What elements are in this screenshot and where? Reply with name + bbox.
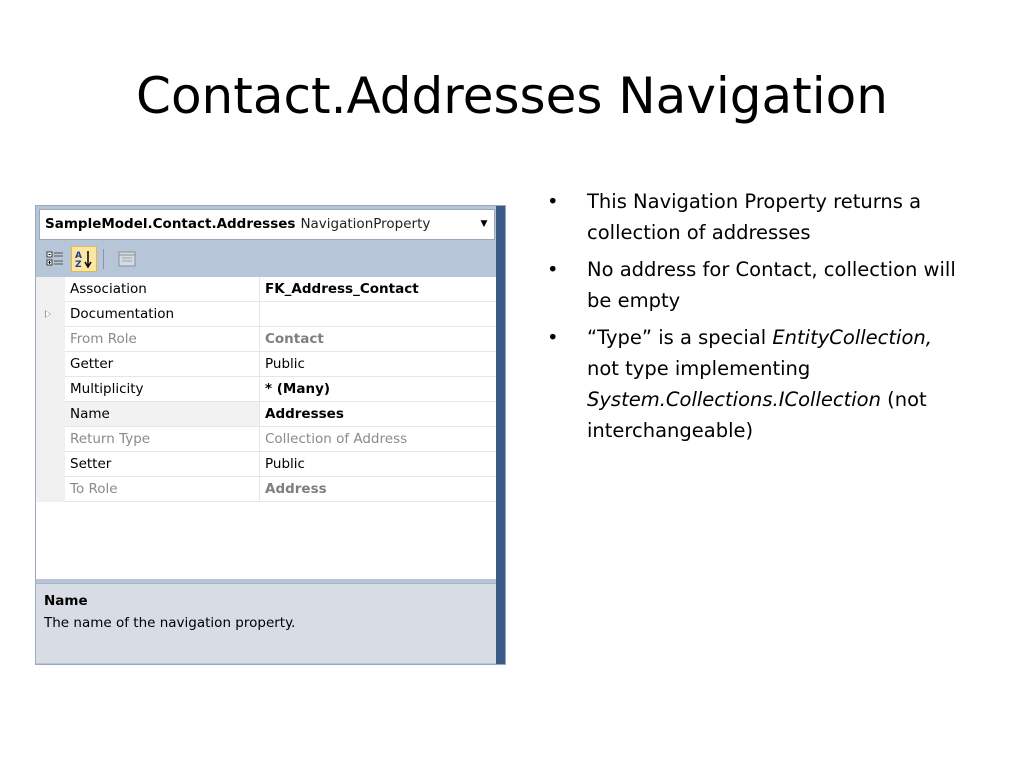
- property-value[interactable]: Addresses: [260, 402, 496, 427]
- bullet-item: [547, 254, 967, 316]
- property-row-multiplicity[interactable]: [36, 377, 496, 402]
- svg-text:A: A: [75, 251, 82, 261]
- bullet-text: This Navigation Property returns a collection of addresses: [587, 190, 922, 244]
- property-value: Contact: [260, 327, 496, 352]
- property-name: Setter: [65, 452, 260, 477]
- alphabetical-icon[interactable]: [71, 246, 97, 272]
- property-value: Collection of Address: [260, 427, 496, 452]
- property-value[interactable]: * (Many): [260, 377, 496, 402]
- panel-edge: [496, 206, 505, 664]
- object-selector[interactable]: [39, 209, 495, 240]
- slide-title: Contact.Addresses Navigation: [136, 67, 888, 125]
- property-row-setter[interactable]: [36, 452, 496, 477]
- property-name: Multiplicity: [65, 377, 260, 402]
- property-grid: [36, 277, 496, 579]
- bullet-text-part: not type implementing: [587, 357, 811, 380]
- properties-panel: [35, 205, 506, 665]
- bullet-text-part: (not interchangeable): [587, 388, 927, 442]
- property-row-name[interactable]: [36, 402, 496, 427]
- property-row-getter[interactable]: [36, 352, 496, 377]
- property-name: To Role: [65, 477, 260, 502]
- property-row-from-role[interactable]: [36, 327, 496, 352]
- property-name: From Role: [65, 327, 260, 352]
- property-value[interactable]: Public: [260, 452, 496, 477]
- object-name: SampleModel.Contact.Addresses: [45, 216, 296, 232]
- property-row-return-type[interactable]: [36, 427, 496, 452]
- object-type: NavigationProperty: [300, 216, 431, 232]
- bullet-item: [547, 186, 967, 248]
- property-name: Documentation: [65, 302, 260, 327]
- bullet-dot: •: [547, 190, 559, 213]
- property-row-association[interactable]: [36, 277, 496, 302]
- property-name: Name: [65, 402, 260, 427]
- categorized-icon[interactable]: [42, 246, 68, 272]
- property-name: Getter: [65, 352, 260, 377]
- property-value[interactable]: Public: [260, 352, 496, 377]
- property-value: Address: [260, 477, 496, 502]
- bullet-text-italic: System.Collections.ICollection: [587, 388, 881, 411]
- description-title: Name: [44, 593, 88, 609]
- expand-arrow-icon[interactable]: [45, 310, 51, 318]
- property-row-documentation[interactable]: [36, 302, 496, 327]
- property-pages-icon[interactable]: [114, 246, 140, 272]
- toolbar-separator: [103, 249, 104, 269]
- bullet-dot: •: [547, 258, 559, 281]
- bullet-text: No address for Contact, collection will be empty: [587, 258, 956, 312]
- property-name: Return Type: [65, 427, 260, 452]
- property-row-to-role[interactable]: [36, 477, 496, 502]
- property-value[interactable]: [260, 302, 496, 327]
- bullet-item: [547, 322, 967, 446]
- description-text: The name of the navigation property.: [44, 615, 296, 631]
- bullet-list: [547, 186, 967, 452]
- property-value[interactable]: FK_Address_Contact: [260, 277, 496, 302]
- svg-text:Z: Z: [75, 260, 82, 269]
- dropdown-arrow-icon[interactable]: ▼: [480, 219, 488, 229]
- description-pane: [36, 583, 496, 663]
- properties-toolbar: [39, 244, 495, 274]
- bullet-dot: •: [547, 326, 559, 349]
- bullet-text-italic: EntityCollection,: [772, 326, 932, 349]
- property-name: Association: [65, 277, 260, 302]
- bullet-text-part: “Type” is a special: [587, 326, 773, 349]
